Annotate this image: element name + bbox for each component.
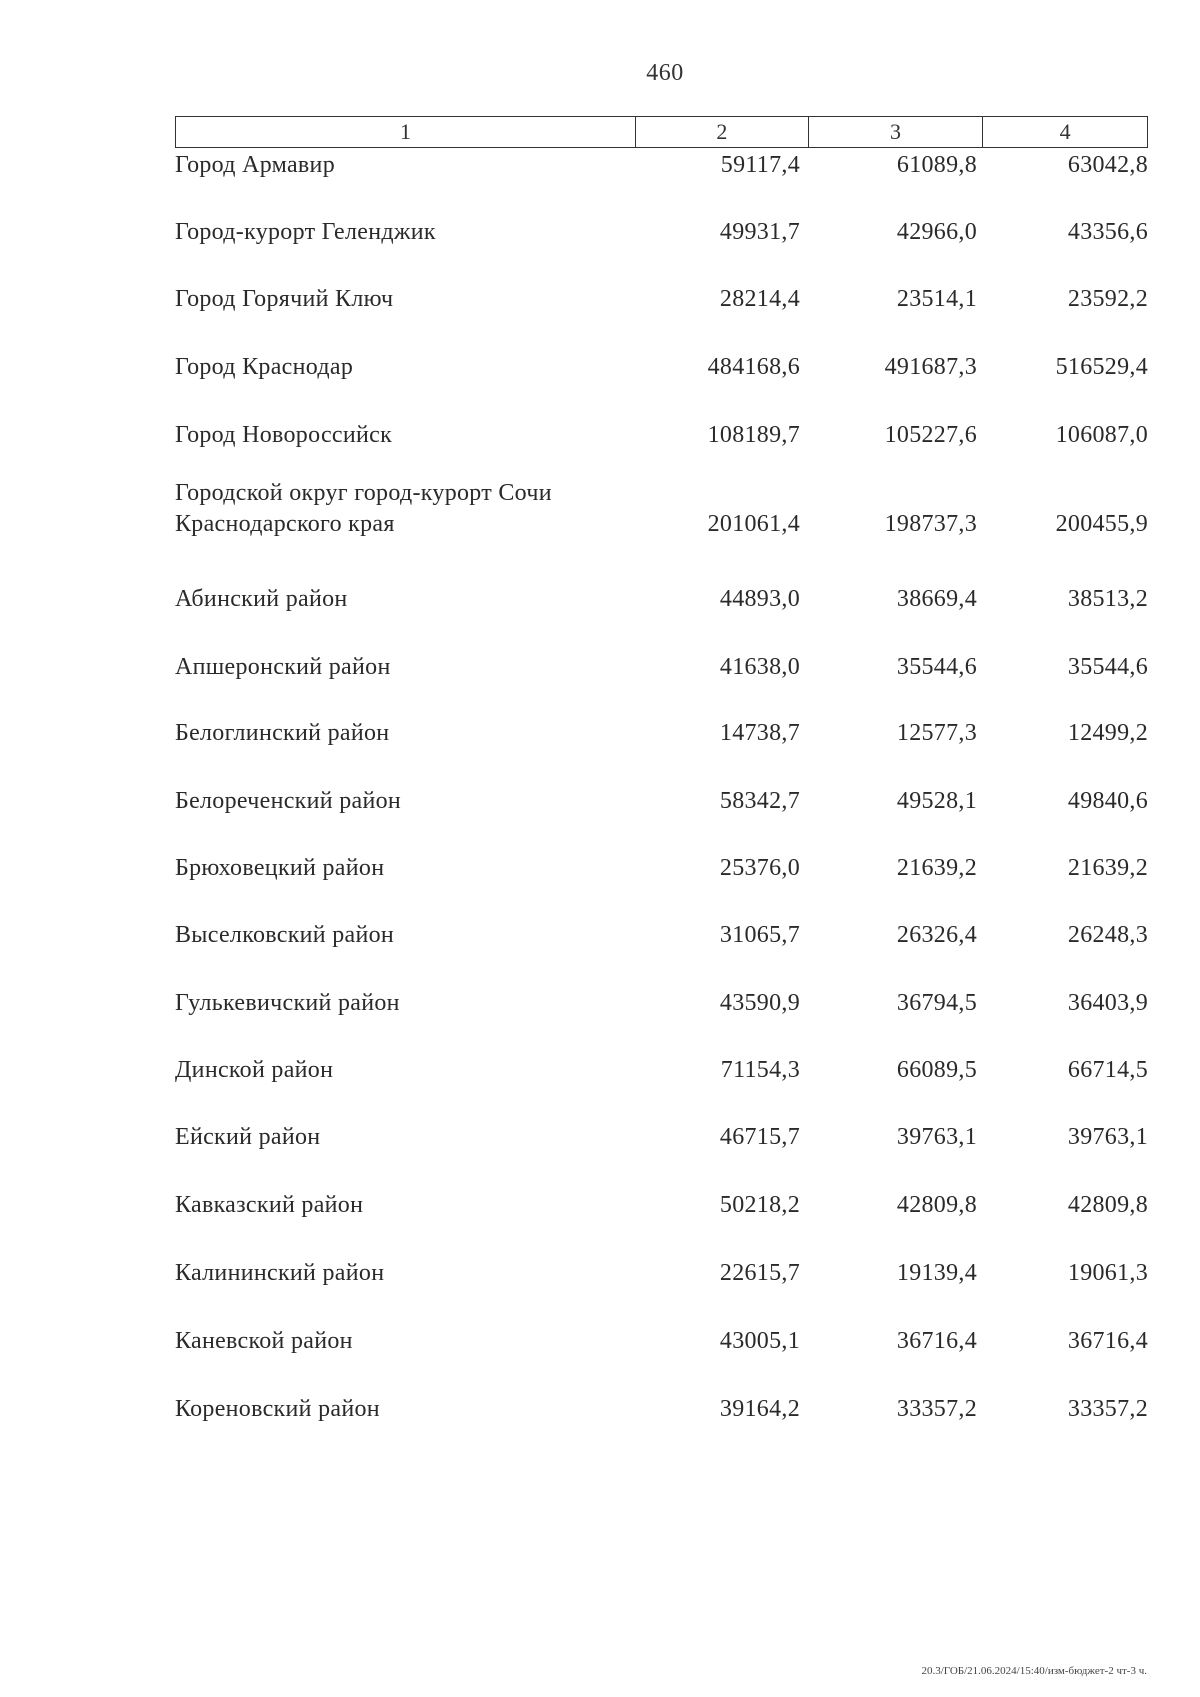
row-value-2: 25376,0 (719, 855, 800, 881)
table-row (175, 352, 1148, 383)
row-name: Каневской район (175, 1328, 353, 1354)
table-row (175, 988, 1148, 1019)
row-value-2: 46715,7 (719, 1124, 800, 1150)
row-value-3: 36716,4 (896, 1328, 977, 1354)
row-value-3: 26326,4 (896, 922, 977, 948)
row-value-4: 21639,2 (1067, 855, 1148, 881)
row-name: Кореновский район (175, 1396, 380, 1422)
row-value-3: 66089,5 (896, 1057, 977, 1083)
document-footer-code: 20.3/ГОБ/21.06.2024/15:40/изм-бюджет-2 чт-3 ч. (921, 1665, 1147, 1677)
row-value-3: 198737,3 (884, 511, 977, 537)
table-row (175, 920, 1148, 951)
row-value-4: 200455,9 (1055, 511, 1148, 537)
row-name: Город Армавир (175, 152, 336, 178)
row-value-4: 106087,0 (1055, 422, 1148, 448)
row-value-4: 39763,1 (1067, 1124, 1148, 1150)
row-name: Город Краснодар (175, 354, 354, 380)
row-value-2: 71154,3 (720, 1057, 800, 1083)
table-row (175, 217, 1148, 248)
row-value-4: 43356,6 (1067, 219, 1148, 245)
row-value-2: 201061,4 (707, 511, 800, 537)
table-row (175, 786, 1148, 817)
row-value-2: 14738,7 (719, 720, 800, 746)
row-name: Динской район (175, 1057, 334, 1083)
table-row (175, 1394, 1148, 1425)
row-value-4: 19061,3 (1067, 1260, 1148, 1286)
row-value-2: 50218,2 (719, 1192, 800, 1218)
row-value-3: 21639,2 (896, 855, 977, 881)
row-value-3: 61089,8 (896, 152, 977, 178)
row-name: Калининский район (175, 1260, 385, 1286)
row-value-2: 31065,7 (719, 922, 800, 948)
table-row (175, 652, 1148, 683)
row-value-2: 49931,7 (719, 219, 800, 245)
row-name: Абинский район (175, 586, 348, 612)
row-name: Город Горячий Ключ (175, 286, 394, 312)
table-row (175, 1055, 1148, 1086)
row-value-4: 38513,2 (1067, 586, 1148, 612)
row-value-2: 28214,4 (719, 286, 800, 312)
row-value-3: 35544,6 (896, 654, 977, 680)
row-value-3: 42809,8 (896, 1192, 977, 1218)
row-name: Белореченский район (175, 788, 402, 814)
row-value-4: 66714,5 (1067, 1057, 1148, 1083)
row-value-4: 42809,8 (1067, 1192, 1148, 1218)
row-name: Город-курорт Геленджик (175, 219, 436, 245)
column-header-1: 1 (400, 119, 412, 144)
row-name: Апшеронский район (175, 654, 391, 680)
row-value-4: 12499,2 (1067, 720, 1148, 746)
table-header (175, 116, 1148, 148)
column-header-3: 3 (808, 117, 983, 147)
row-value-2: 484168,6 (707, 354, 800, 380)
row-name: Выселковский район (175, 922, 395, 948)
table-row (175, 853, 1148, 884)
table-row (175, 584, 1148, 615)
row-value-2: 44893,0 (719, 586, 800, 612)
row-name: Городской округ город-курорт Сочи Краснодарского края (175, 480, 552, 537)
row-value-3: 19139,4 (896, 1260, 977, 1286)
row-value-4: 33357,2 (1067, 1396, 1148, 1422)
row-value-2: 108189,7 (707, 422, 800, 448)
row-value-3: 23514,1 (896, 286, 977, 312)
table-row (175, 1326, 1148, 1357)
row-value-2: 43005,1 (719, 1328, 800, 1354)
row-value-2: 43590,9 (719, 990, 800, 1016)
table-row (175, 420, 1148, 451)
table-row (175, 1190, 1148, 1221)
row-value-4: 23592,2 (1067, 286, 1148, 312)
row-name: Брюховецкий район (175, 855, 385, 881)
table-row (175, 718, 1148, 749)
row-value-3: 105227,6 (884, 422, 977, 448)
row-name: Белоглинский район (175, 720, 390, 746)
row-value-3: 38669,4 (896, 586, 977, 612)
page-number: 460 (646, 60, 684, 86)
table-row (175, 1258, 1148, 1289)
row-value-2: 41638,0 (719, 654, 800, 680)
table-row (175, 284, 1148, 315)
row-value-3: 12577,3 (896, 720, 977, 746)
row-name: Гулькевичский район (175, 990, 400, 1016)
row-value-2: 22615,7 (719, 1260, 800, 1286)
row-value-4: 35544,6 (1067, 654, 1148, 680)
table-row (175, 150, 1148, 181)
row-value-4: 36716,4 (1067, 1328, 1148, 1354)
column-header-4: 4 (982, 117, 1147, 147)
row-value-3: 36794,5 (896, 990, 977, 1016)
row-value-3: 33357,2 (896, 1396, 977, 1422)
row-value-3: 39763,1 (896, 1124, 977, 1150)
row-name: Город Новороссийск (175, 422, 393, 448)
row-value-3: 42966,0 (896, 219, 977, 245)
row-value-4: 26248,3 (1067, 922, 1148, 948)
row-name: Ейский район (175, 1124, 321, 1150)
table-row (175, 478, 1148, 540)
row-value-4: 63042,8 (1067, 152, 1148, 178)
row-value-3: 49528,1 (896, 788, 977, 814)
row-value-4: 516529,4 (1055, 354, 1148, 380)
row-value-2: 59117,4 (720, 152, 800, 178)
row-value-2: 39164,2 (719, 1396, 800, 1422)
column-header-2: 2 (635, 117, 808, 147)
table-row (175, 1122, 1148, 1153)
row-name: Кавказский район (175, 1192, 364, 1218)
row-value-4: 49840,6 (1067, 788, 1148, 814)
row-value-4: 36403,9 (1067, 990, 1148, 1016)
row-value-2: 58342,7 (719, 788, 800, 814)
row-value-3: 491687,3 (884, 354, 977, 380)
